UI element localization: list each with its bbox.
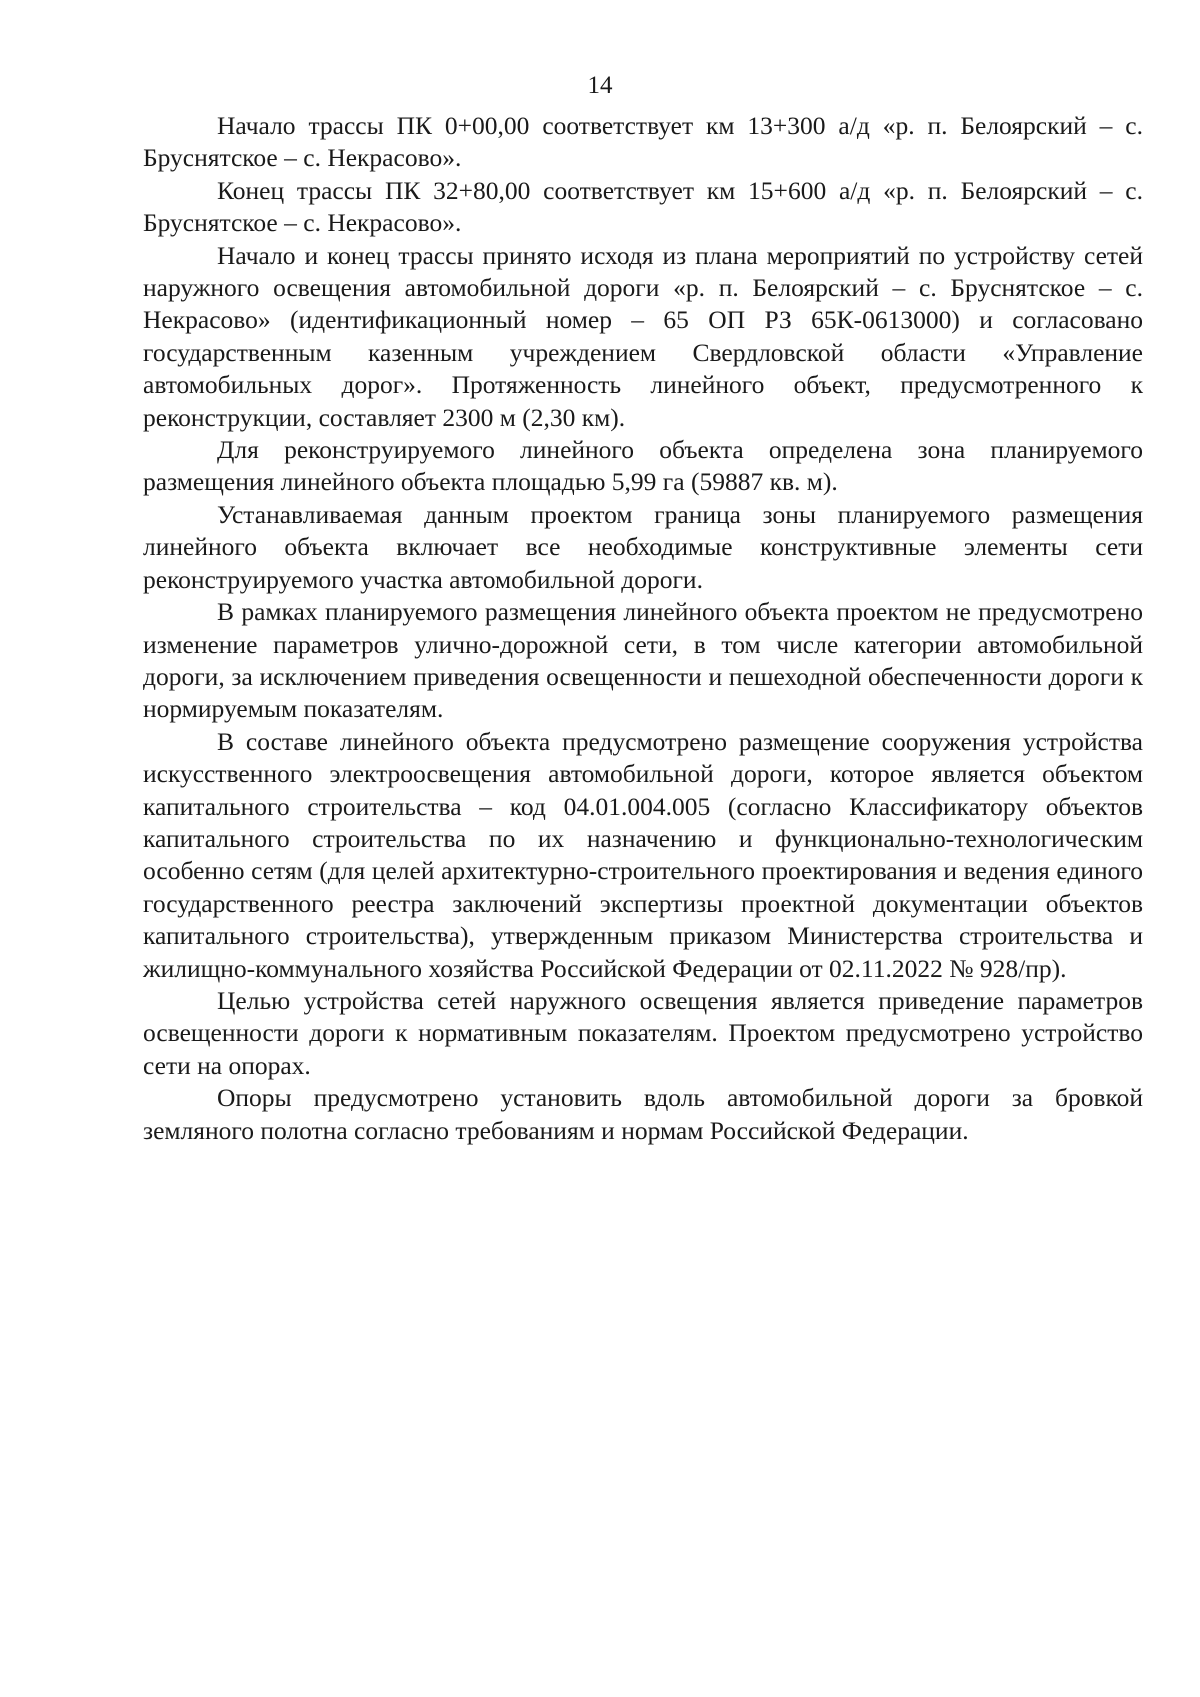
paragraph-lighting-purpose: Целью устройства сетей наружного освещения является приведение параметров освещенности дороги к нормативным показателям. Проектом предусмотрено устройство сети на опорах. [143, 985, 1143, 1080]
paragraph-route-basis: Начало и конец трассы принято исходя из плана мероприятий по устройству сетей наружного освещения автомобильной дороги «р. п. Белоярский – с. Бруснятское – с. Некрасово» (идентификационный номер – 65 ОП РЗ 65К-0613000) и согласовано государственным казенным учреждением Свердловской области «Управление автомобильных дорог». Протяженность линейного объект, предусмотренного к реконструкции, составляет 2300 м (2,30 км). [143, 240, 1143, 432]
paragraph-object-composition: В составе линейного объекта предусмотрено размещение сооружения устройства искусственного электроосвещения автомобильной дороги, которое является объектом капитального строительства – код 04.01.004.005 (согласно Классификатору объектов капитального строительства по их назначению и функционально-технологическим особенно сетям (для целей архитектурно-строительного проектирования и ведения единого государственного реестра заключений экспертизы проектной документации объектов капитального строительства), утвержденным приказом Министерства строительства и жилищно-коммунального хозяйства Российской Федерации от 02.11.2022 № 928/пр). [143, 726, 1143, 983]
paragraph-zone-boundary: Устанавливаемая данным проектом граница зоны планируемого размещения линейного объекта включает все необходимые конструктивные элементы сети реконструируемого участка автомобильной дороги. [143, 499, 1143, 594]
paragraph-network-parameters: В рамках планируемого размещения линейного объекта проектом не предусмотрено изменение параметров улично-дорожной сети, в том числе категории автомобильной дороги, за исключением приведения освещенности и пешеходной обеспеченности дороги к нормируемым показателям. [143, 597, 1143, 724]
paragraph-route-end: Конец трассы ПК 32+80,00 соответствует км 15+600 а/д «р. п. Белоярский – с. Бруснятское – с. Некрасово». [143, 175, 1143, 238]
paragraph-zone-area: Для реконструируемого линейного объекта определена зона планируемого размещения линейного объекта площадью 5,99 га (59887 кв. м). [143, 435, 1143, 497]
paragraph-supports-placement: Опоры предусмотрено установить вдоль автомобильной дороги за бровкой земляного полотна согласно требованиям и нормам Российской Федерации. [143, 1083, 1143, 1145]
page-number: 14 [587, 72, 613, 99]
paragraph-route-start: Начало трассы ПК 0+00,00 соответствует км 13+300 а/д «р. п. Белоярский – с. Бруснятское – с. Некрасово». [143, 111, 1143, 173]
document-body [143, 110, 1143, 1147]
